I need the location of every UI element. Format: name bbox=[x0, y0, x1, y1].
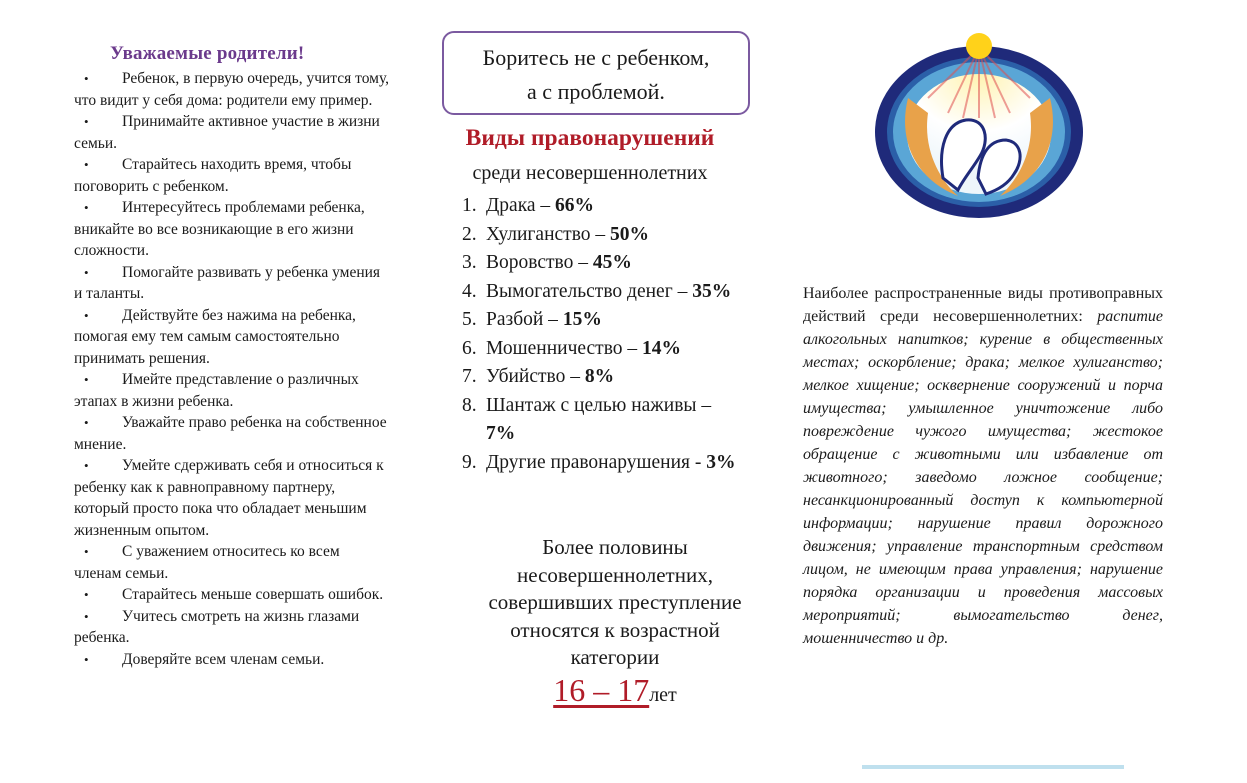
age-summary: Более половины несовершеннолетних, совершивших преступление относятся к возрастной категории bbox=[488, 535, 742, 669]
bullet-icon: • bbox=[84, 264, 89, 280]
advice-text: Принимайте активное участие в жизни семьи. bbox=[74, 113, 380, 152]
advice-item bbox=[74, 68, 390, 111]
offense-number: 9. bbox=[462, 451, 477, 473]
offense-percent: 50% bbox=[610, 223, 650, 245]
offense-item bbox=[462, 278, 742, 307]
advice-item bbox=[74, 455, 390, 541]
motto-line-2: а с проблемой. bbox=[527, 79, 665, 104]
advice-item bbox=[74, 649, 390, 671]
offense-item bbox=[462, 392, 742, 449]
bullet-icon: • bbox=[84, 458, 89, 473]
advice-text: Учитесь смотреть на жизнь глазами ребенка. bbox=[74, 607, 360, 646]
advice-text: Интересуйтесь проблемами ребенка, вникайте во все возникающие в его жизни сложности. bbox=[74, 199, 365, 259]
age-unit: лет bbox=[649, 684, 677, 706]
offense-percent: 35% bbox=[692, 280, 732, 302]
advice-text: Помогайте развивать у ребенка умения и таланты. bbox=[74, 263, 381, 302]
advice-text: Старайтесь меньше совершать ошибок. bbox=[122, 586, 384, 603]
offense-percent: 7% bbox=[486, 423, 516, 444]
offense-number: 6. bbox=[462, 337, 477, 359]
bullet-icon: • bbox=[84, 307, 89, 323]
offense-percent: 14% bbox=[642, 337, 682, 359]
offense-item bbox=[462, 221, 742, 250]
advice-text: Доверяйте всем членам семьи. bbox=[122, 650, 325, 668]
offense-name: Убийство – bbox=[486, 366, 580, 387]
family-care-emblem-icon bbox=[868, 28, 1090, 224]
offense-percent: 45% bbox=[592, 252, 632, 273]
advice-text: Старайтесь находить время, чтобы поговорить с ребенком. bbox=[74, 156, 352, 195]
offense-types-title: Виды правонарушений bbox=[465, 125, 715, 151]
offense-name: Шантаж с целью наживы – bbox=[486, 394, 712, 416]
offense-number: 5. bbox=[462, 309, 477, 330]
advice-item bbox=[74, 111, 390, 154]
advice-item bbox=[74, 369, 390, 412]
common-offenses-text bbox=[803, 282, 1163, 650]
bullet-icon: • bbox=[84, 651, 89, 667]
decorative-bar bbox=[862, 765, 1124, 769]
offense-name: Разбой – bbox=[486, 309, 558, 330]
offense-item bbox=[462, 249, 742, 278]
motto-line-1: Боритесь не с ребенком, bbox=[482, 45, 710, 70]
bullet-icon: • bbox=[84, 157, 89, 172]
age-range: 16 – 17 bbox=[553, 672, 650, 708]
advice-text: Умейте сдерживать себя и относиться к ребенку как к равноправному партнеру, который просто пока что обладает меньшим жизненным опытом. bbox=[74, 457, 384, 539]
offense-percent: 15% bbox=[562, 309, 602, 330]
offense-percent: 8% bbox=[584, 366, 615, 387]
offense-item bbox=[462, 335, 742, 364]
offense-list bbox=[462, 192, 742, 477]
offense-item bbox=[462, 192, 742, 221]
bullet-icon: • bbox=[84, 71, 89, 86]
advice-item bbox=[74, 305, 390, 370]
offense-number: 4. bbox=[462, 280, 477, 302]
bullet-icon: • bbox=[84, 544, 89, 559]
offense-number: 3. bbox=[462, 252, 477, 273]
offense-number: 2. bbox=[462, 223, 477, 245]
offense-name: Воровство – bbox=[486, 252, 588, 273]
offense-item bbox=[462, 363, 742, 392]
advice-text: Уважайте право ребенка на собственное мнение. bbox=[74, 414, 387, 453]
offense-types-subtitle: среди несовершеннолетних bbox=[472, 162, 708, 184]
parents-heading: Уважаемые родители! bbox=[110, 43, 305, 64]
bullet-icon: • bbox=[84, 415, 89, 430]
advice-item bbox=[74, 412, 390, 455]
bullet-icon: • bbox=[84, 200, 89, 215]
common-offenses-list: распитие алкогольных напитков; курение в общественных местах; оскорбление; драка; мелкое хулиганство; мелкое хищение; осквернение сооружений и порча имущества; умышленное уничтожение либо повреждение чужого имущества; жестокое обращение с животными или избавление от животного; заведомо ложное сообщение; несанкционированный доступ к компьютерной информации; нарушение правил дорожного движения; управление транспортным средством лицом, не имеющим права управления; нарушение порядка организации и проведения массовых мероприятий; вымогательство денег, мошенничество и др. bbox=[803, 308, 1164, 647]
motto-box bbox=[442, 31, 750, 115]
offense-number: 1. bbox=[462, 195, 477, 216]
offense-item bbox=[462, 449, 742, 478]
offense-number: 7. bbox=[462, 366, 477, 387]
bullet-icon: • bbox=[84, 114, 89, 129]
offense-name: Мошенничество – bbox=[486, 337, 638, 359]
parents-advice-column bbox=[74, 42, 390, 670]
common-offenses-lead: Наиболее распространенные виды противоправных действий среди несовершеннолетних: bbox=[803, 285, 1163, 325]
advice-item bbox=[74, 584, 390, 606]
offense-name: Вымогательство денег – bbox=[486, 280, 688, 302]
bullet-icon: • bbox=[84, 587, 89, 602]
offense-number: 8. bbox=[462, 394, 477, 416]
advice-item bbox=[74, 154, 390, 197]
offense-percent: 3% bbox=[706, 451, 736, 473]
age-range-line bbox=[470, 672, 760, 709]
offense-name: Хулиганство – bbox=[486, 223, 606, 245]
advice-item bbox=[74, 197, 390, 262]
advice-text: Ребенок, в первую очередь, учится тому, что видит у себя дома: родители ему пример. bbox=[74, 70, 390, 109]
advice-item bbox=[74, 262, 390, 305]
offense-percent: 66% bbox=[555, 195, 595, 216]
advice-text: Имейте представление о различных этапах в жизни ребенка. bbox=[74, 371, 359, 410]
advice-text: Действуйте без нажима на ребенка, помогая ему тем самым самостоятельно принимать решения. bbox=[74, 306, 356, 367]
bullet-icon: • bbox=[84, 608, 89, 624]
advice-item bbox=[74, 606, 390, 649]
advice-item bbox=[74, 541, 390, 584]
advice-text: С уважением относитесь ко всем членам семьи. bbox=[74, 543, 340, 582]
advice-list bbox=[74, 68, 390, 670]
bullet-icon: • bbox=[84, 372, 89, 387]
offense-name: Драка – bbox=[486, 195, 551, 216]
offense-item bbox=[462, 306, 742, 335]
offense-name: Другие правонарушения - bbox=[486, 451, 702, 473]
